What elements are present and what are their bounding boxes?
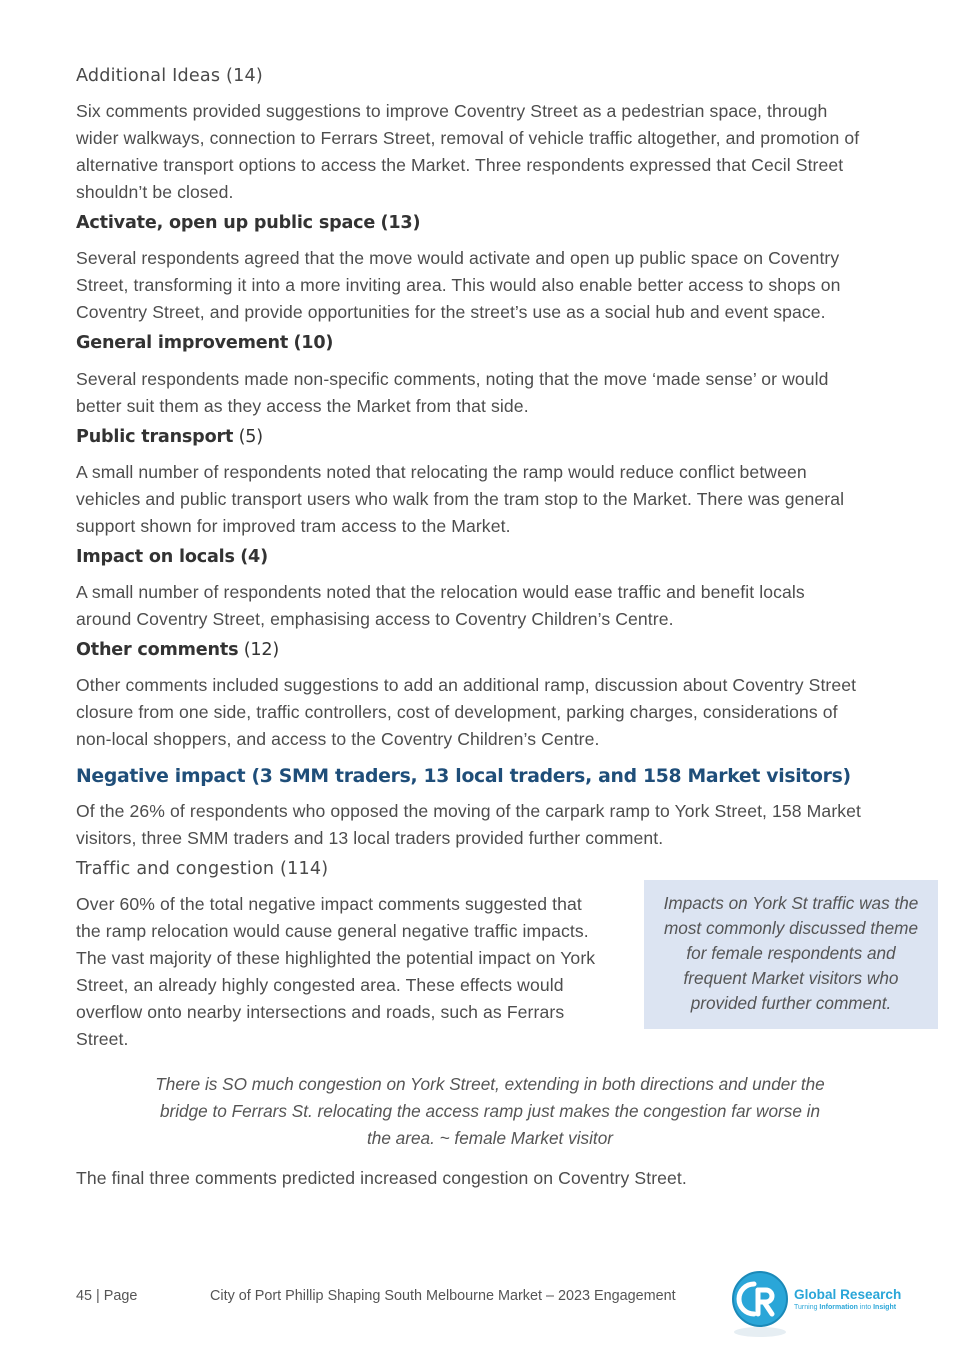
text-line: visitors, three SMM traders and 13 local traders provided further comment.	[76, 828, 664, 848]
heading-count: (12)	[243, 640, 280, 660]
page-number: 45 | Page	[76, 1288, 138, 1304]
callout-line: provided further comment.	[690, 993, 892, 1013]
section-heading-other-comments	[76, 638, 279, 662]
text-line: The vast majority of these highlighted the potential impact on York	[76, 948, 596, 968]
tag-part: Turning	[794, 1304, 820, 1311]
callout-line: for female respondents and	[686, 943, 896, 963]
text-line: Several respondents made non-specific comments, noting that the move ‘made sense’ or would	[76, 369, 829, 389]
paragraph-general-improvement	[76, 366, 829, 420]
paragraph-additional-ideas	[76, 98, 859, 206]
quote-line: the area. ~ female Market visitor	[367, 1128, 613, 1148]
text-line: shouldn’t be closed.	[76, 182, 234, 202]
heading-label: Other comments	[76, 640, 239, 660]
tag-part: Information	[819, 1304, 858, 1311]
text-line: Coventry Street, and provide opportunities for the street’s use as a social hub and event space.	[76, 302, 826, 322]
text-line: A small number of respondents noted that the relocation would ease traffic and benefit locals	[76, 582, 805, 602]
text-line: around Coventry Street, emphasising access to Coventry Children’s Centre.	[76, 609, 674, 629]
closing-paragraph: The final three comments predicted increased congestion on Coventry Street.	[76, 1168, 687, 1188]
heading-count: (4)	[240, 547, 268, 567]
text-line: Street, transforming it into a more inviting area. This would also enable better access to shops on	[76, 275, 841, 295]
callout-line: frequent Market visitors who	[683, 968, 899, 988]
heading-label: Impact on locals	[76, 547, 235, 567]
respondent-quote	[140, 1071, 840, 1152]
section-heading-impact-on-locals	[76, 545, 268, 569]
text-line: Over 60% of the total negative impact comments suggested that	[76, 894, 582, 914]
section-heading-activate	[76, 211, 420, 235]
tag-part: into	[857, 1304, 874, 1311]
text-line: vehicles and public transport users who walk from the tram stop to the Market. There was general	[76, 489, 845, 509]
text-line: better suit them as they access the Market from that side.	[76, 396, 529, 416]
section-heading-general-improvement	[76, 331, 333, 355]
quote-line: bridge to Ferrars St. relocating the access ramp just makes the congestion far worse in	[159, 1101, 821, 1121]
callout-text	[652, 891, 930, 1016]
section-heading-additional-ideas: Additional Ideas (14)	[76, 66, 263, 86]
text-line: Other comments included suggestions to add an additional ramp, discussion about Coventry Street	[76, 675, 857, 695]
heading-count: (10)	[293, 333, 334, 353]
text-line: Several respondents agreed that the move would activate and open up public space on Coventry	[76, 248, 840, 268]
paragraph-negative-impact	[76, 798, 861, 852]
text-line: closure from one side, traffic controllers, cost of development, parking charges, considerations of	[76, 702, 838, 722]
global-research-logo	[730, 1270, 920, 1340]
text-line: the ramp relocation would cause general negative traffic impacts.	[76, 921, 589, 941]
heading-count: (13)	[380, 213, 421, 233]
text-line: overflow onto nearby intersections and roads, such as Ferrars	[76, 1002, 565, 1022]
callout-line: most commonly discussed theme	[663, 918, 919, 938]
text-line: Of the 26% of respondents who opposed the moving of the carpark ramp to York Street, 158 Market	[76, 801, 862, 821]
callout-line: Impacts on York St traffic was the	[663, 893, 919, 913]
logo-mark-icon	[730, 1270, 790, 1340]
paragraph-traffic-congestion	[76, 891, 595, 1053]
text-line: Street.	[76, 1029, 129, 1049]
paragraph-impact-on-locals	[76, 579, 805, 633]
section-heading-public-transport	[76, 425, 263, 449]
paragraph-activate	[76, 245, 841, 326]
text-line: support shown for improved tram access to the Market.	[76, 516, 511, 536]
logo-name: Global Research	[794, 1287, 902, 1302]
quote-line: There is SO much congestion on York Street, extending in both directions and under the	[155, 1074, 825, 1094]
footer-title: City of Port Phillip Shaping South Melbourne Market – 2023 Engagement	[210, 1288, 676, 1304]
logo-tagline	[794, 1304, 896, 1311]
text-line: A small number of respondents noted that relocating the ramp would reduce conflict between	[76, 462, 807, 482]
section-heading-negative-impact: Negative impact (3 SMM traders, 13 local traders, and 158 Market visitors)	[76, 766, 851, 787]
text-line: Six comments provided suggestions to improve Coventry Street as a pedestrian space, through	[76, 101, 828, 121]
heading-label: General improvement	[76, 333, 289, 353]
tag-part: Insight	[873, 1304, 897, 1311]
heading-label: Public transport	[76, 427, 234, 447]
paragraph-other-comments	[76, 672, 856, 753]
section-heading-traffic-congestion: Traffic and congestion (114)	[76, 859, 329, 879]
callout-box	[644, 880, 938, 1029]
heading-label: Activate, open up public space	[76, 213, 376, 233]
paragraph-public-transport	[76, 459, 844, 540]
text-line: non-local shoppers, and access to the Coventry Children’s Centre.	[76, 729, 600, 749]
heading-count: (5)	[238, 427, 263, 447]
text-line: alternative transport options to access the Market. Three respondents expressed that Cecil Street	[76, 155, 844, 175]
text-line: Street, an already highly congested area. These effects would	[76, 975, 564, 995]
text-line: wider walkways, connection to Ferrars Street, removal of vehicle traffic altogether, and promotion of	[76, 128, 860, 148]
